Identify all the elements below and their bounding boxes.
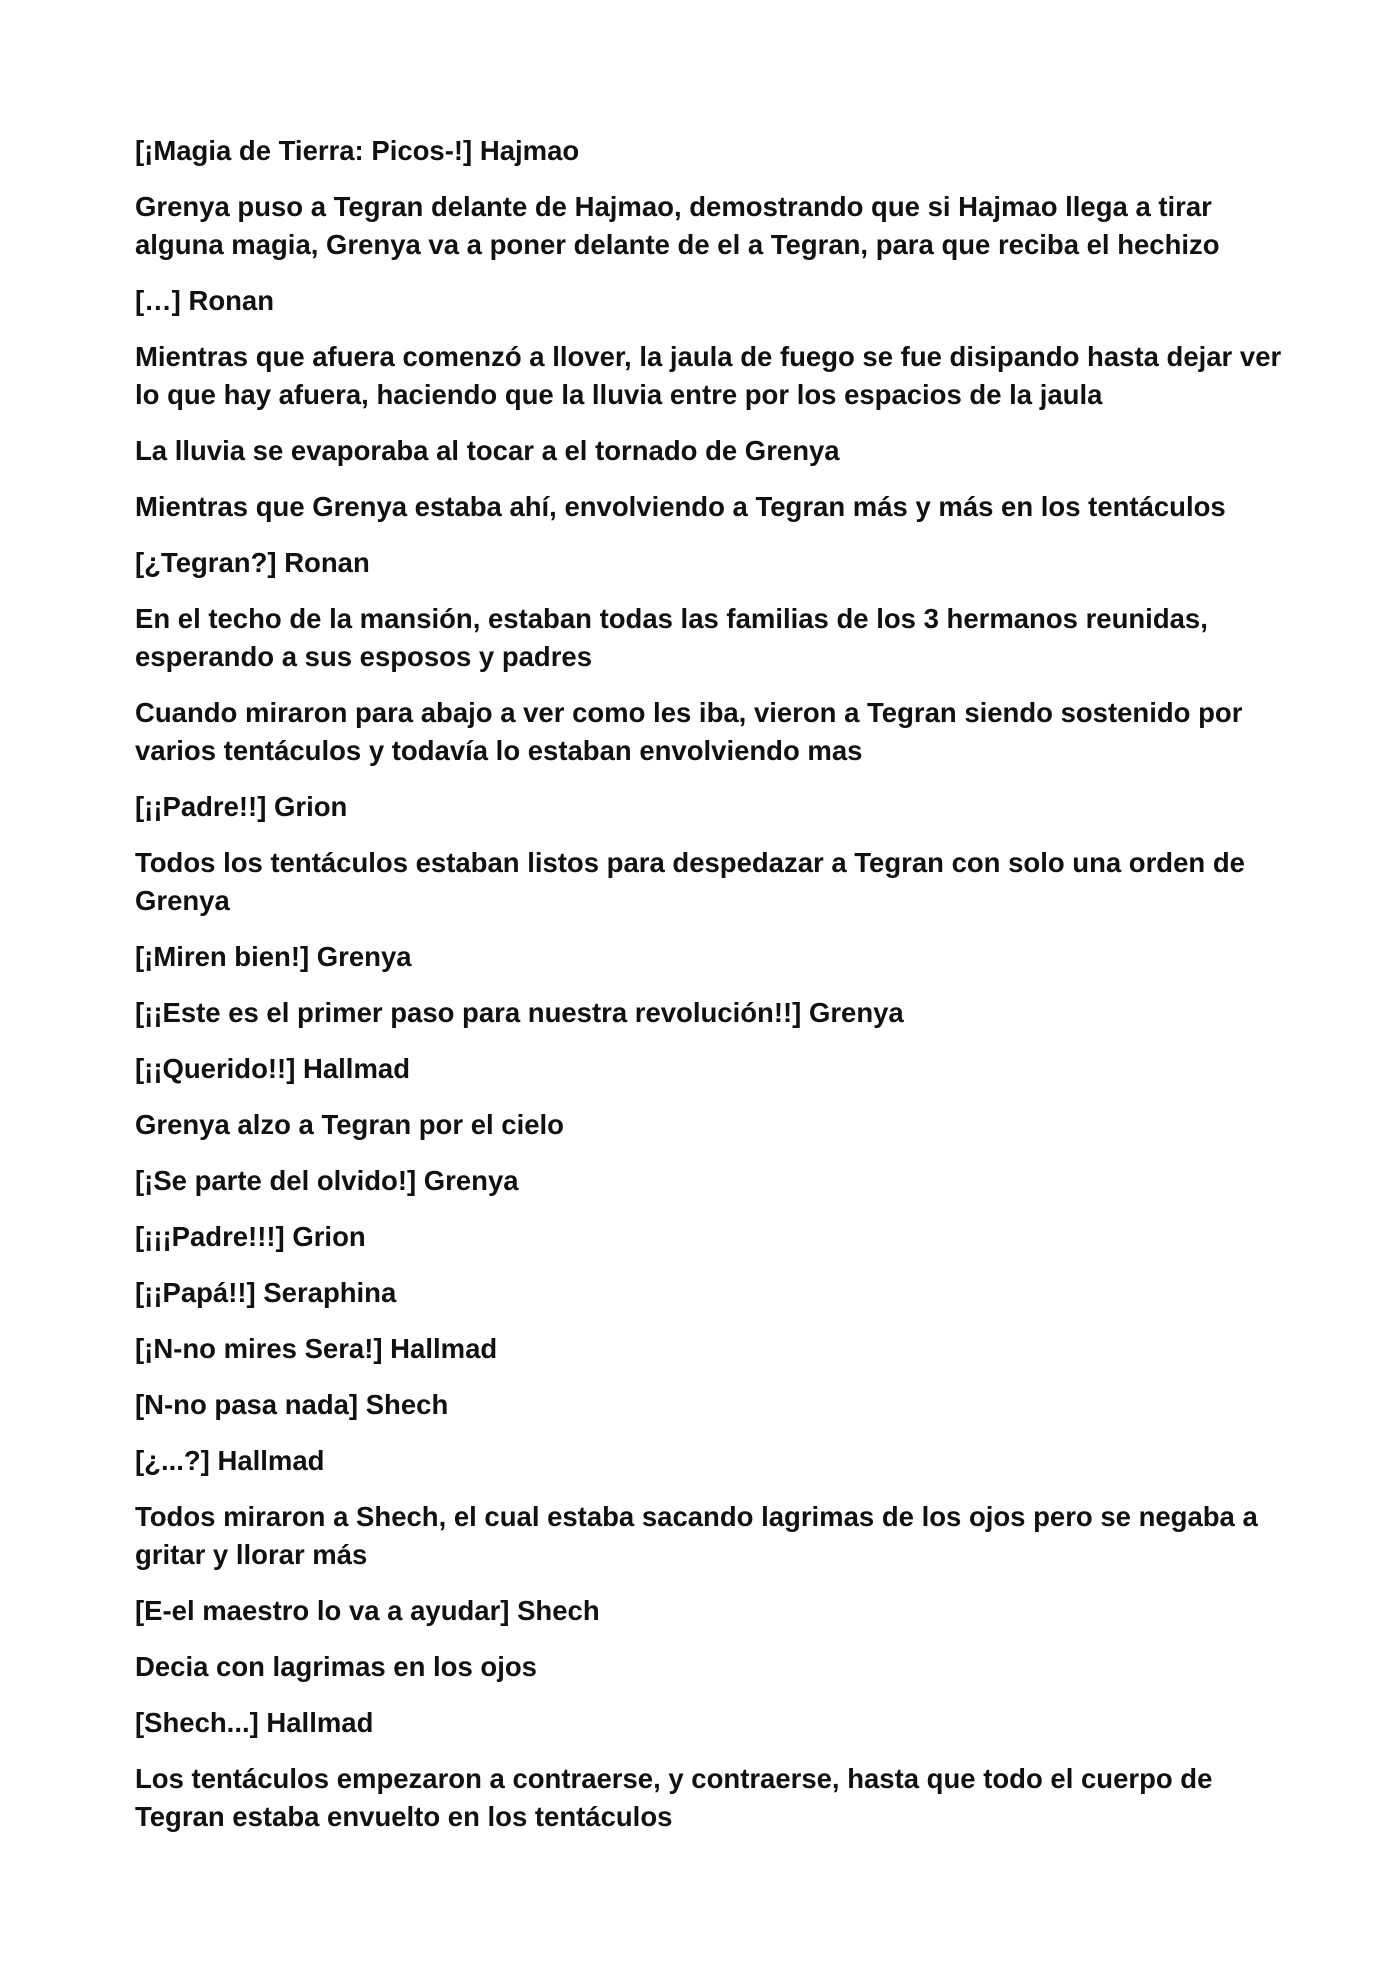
paragraph: [¡¡Este es el primer paso para nuestra revolución!!] Grenya <box>135 997 904 1028</box>
paragraph: […] Ronan <box>135 285 275 316</box>
paragraph: En el techo de la mansión, estaban todas las familias de los 3 hermanos reunidas, esperando a sus esposos y padres <box>135 603 1208 672</box>
paragraph: Grenya alzo a Tegran por el cielo <box>135 1109 564 1140</box>
paragraph: La lluvia se evaporaba al tocar a el tornado de Grenya <box>135 435 840 466</box>
paragraph: [¡Se parte del olvido!] Grenya <box>135 1165 519 1196</box>
paragraph: [¡¡Querido!!] Hallmad <box>135 1053 410 1084</box>
paragraph: [¡¡Padre!!] Grion <box>135 791 348 822</box>
paragraph: [¡N-no mires Sera!] Hallmad <box>135 1333 498 1364</box>
paragraph: Grenya puso a Tegran delante de Hajmao, demostrando que si Hajmao llega a tirar alguna magia, Grenya va a poner delante de el a Tegran, para que reciba el hechizo <box>135 191 1220 260</box>
paragraph: Mientras que afuera comenzó a llover, la jaula de fuego se fue disipando hasta dejar ver lo que hay afuera, haciendo que la lluvia entre por los espacios de la jaula <box>135 341 1282 410</box>
paragraph: [¡Miren bien!] Grenya <box>135 941 412 972</box>
paragraph: [¿Tegran?] Ronan <box>135 547 370 578</box>
paragraph: [Shech...] Hallmad <box>135 1707 374 1738</box>
paragraph: [N-no pasa nada] Shech <box>135 1389 449 1420</box>
paragraph: [E-el maestro lo va a ayudar] Shech <box>135 1595 600 1626</box>
paragraph: Cuando miraron para abajo a ver como les iba, vieron a Tegran siendo sostenido por varios tentáculos y todavía lo estaban envolviendo mas <box>135 697 1243 766</box>
paragraph: Mientras que Grenya estaba ahí, envolviendo a Tegran más y más en los tentáculos <box>135 491 1226 522</box>
paragraph: Decia con lagrimas en los ojos <box>135 1651 537 1682</box>
paragraph: Los tentáculos empezaron a contraerse, y contraerse, hasta que todo el cuerpo de Tegran estaba envuelto en los tentáculos <box>135 1763 1213 1832</box>
paragraph: [¿...?] Hallmad <box>135 1445 325 1476</box>
paragraph: Todos miraron a Shech, el cual estaba sacando lagrimas de los ojos pero se negaba a gritar y llorar más <box>135 1501 1258 1570</box>
paragraph: [¡¡Papá!!] Seraphina <box>135 1277 397 1308</box>
paragraph: Todos los tentáculos estaban listos para despedazar a Tegran con solo una orden de Grenya <box>135 847 1245 916</box>
text-body <box>135 132 1285 1854</box>
paragraph: [¡¡¡Padre!!!] Grion <box>135 1221 366 1252</box>
paragraph: [¡Magia de Tierra: Picos-!] Hajmao <box>135 135 580 166</box>
